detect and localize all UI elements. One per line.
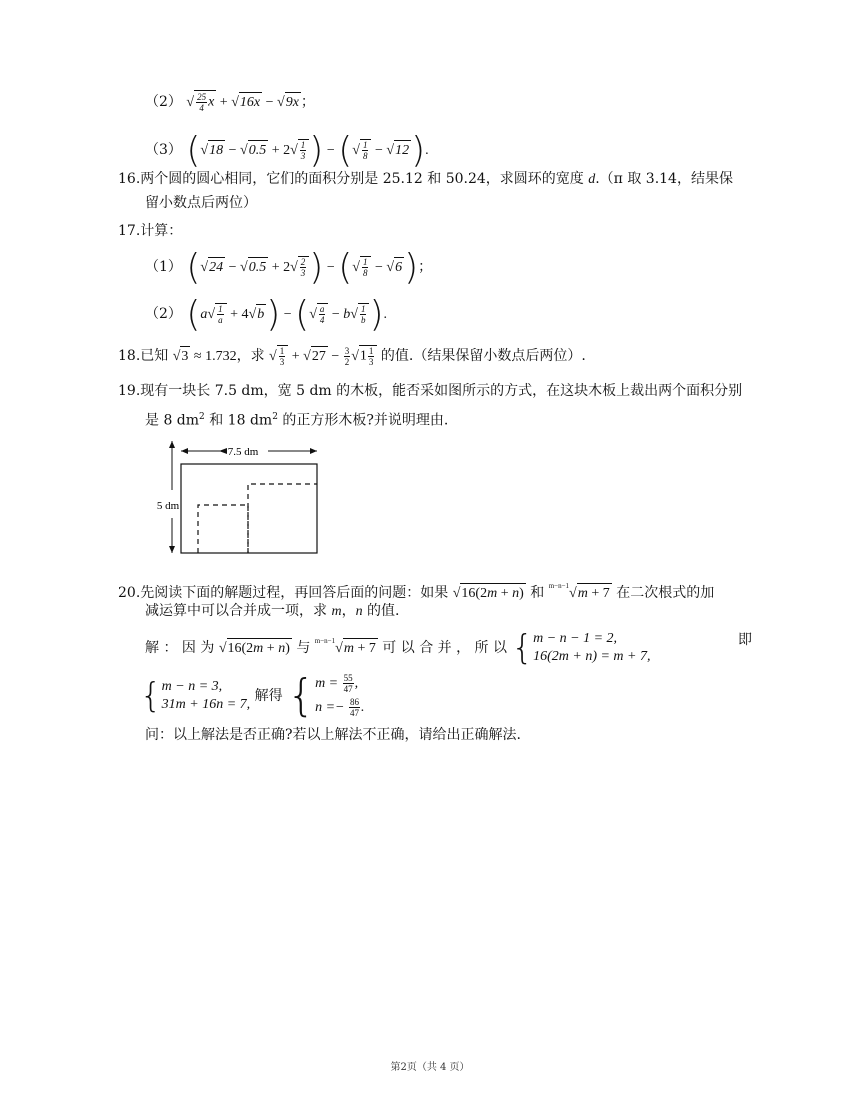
question-number: 18.	[118, 348, 141, 364]
q19-line2: 是 8 $dm^2$ 和 18 $dm^2$ 的正方形木板?并说明理由.	[145, 412, 449, 429]
q17-part2	[145, 294, 388, 335]
board-figure	[150, 438, 330, 560]
question-number: 20.	[118, 585, 141, 601]
sol-text-c: 可 以 合 并 ， 所 以	[382, 640, 512, 656]
q15-part2	[145, 90, 315, 113]
q18-text2: ，求	[236, 348, 270, 364]
q17-part1	[145, 247, 433, 288]
q19-text2b: 和 18 dm	[204, 412, 273, 429]
length-label: 7.5 dm	[227, 446, 259, 458]
q17-heading	[118, 221, 182, 241]
q20-text2b: ，	[341, 603, 356, 619]
q16-text-cont: 留小数点后两位）	[145, 195, 257, 211]
q17-text: 计算：	[140, 223, 183, 239]
part-label: （2）	[145, 306, 182, 323]
part-label: （1）	[145, 259, 182, 276]
q18-text: 已知	[140, 348, 173, 364]
q20-text1b: 和	[525, 585, 549, 601]
expression: √ $\frac{25}{4}$ x + √ 16x − √ 9x ；	[186, 92, 315, 113]
page-footer: 第2页（共 4 页）	[390, 1062, 470, 1073]
part-label: （3）	[145, 142, 182, 159]
q16-text: 两个圆的圆心相同，它们的面积分别是 25.12 和 50.24，求圆环的宽度	[140, 171, 589, 187]
q20-sol-ji	[738, 630, 752, 650]
variable-d: d	[588, 172, 596, 187]
q19-text2c: 的正方形木板?并说明理由.	[277, 412, 449, 429]
system-1: m − n − 1 = 2, 16(2m + n) = m + 7,	[533, 631, 651, 664]
q20-question	[145, 725, 521, 745]
q16-line1	[118, 169, 733, 190]
q19-text2a: 是 8 dm	[145, 412, 200, 429]
q20-question-text: 问：以上解法是否正确?若以上解法不正确，请给出正确解法.	[145, 727, 521, 743]
part-label: （2）	[145, 94, 182, 110]
q18-line: 18.已知 √ 3 ≈ 1.732，求 √ $\frac{1}{3}$ + √ 27 − $\frac{3}{2}$ √ 1 $\frac{1}{3}$ 的值.（结果保留小数点后两位）.	[118, 346, 586, 368]
q20-text1a: 先阅读下面的解题过程，再回答后面的问题：如果	[140, 585, 453, 601]
q20-text1c: 在二次根式的加	[611, 585, 715, 601]
expression: ( √ 24 − √ 0.5 + 2 √ $\frac{2}{3}$ ) − ( √ $\frac{1}{8}$ − √ 6 )；	[186, 247, 433, 288]
expression: ( √ 18 − √ 0.5 + 2 √ $\frac{1}{3}$ ) − ( √ $\frac{1}{8}$ − √ 12 ).	[186, 130, 429, 171]
q20-line2: 减运算中可以合并成一项，求 m，n 的值.	[145, 603, 400, 619]
width-label: 5 dm	[156, 500, 180, 512]
q20-text2a: 减运算中可以合并成一项，求	[145, 603, 332, 619]
small-square	[198, 505, 248, 553]
q20-line1: 20.先阅读下面的解题过程，再回答后面的问题：如果 √ 16(2m + n) 和 $^{m-n-1}$ √ m + 7 在二次根式的加	[118, 576, 714, 604]
q18-text3: 的值.（结果保留小数点后两位）.	[380, 348, 586, 364]
q20-solution-line1: 解 ： 因 为 √ 16(2m + n) 与 $^{m-n-1}$ √ m + 7 可 以 合 并 ， 所 以 { m − n − 1 = 2, 16(2m + n) = m + 7,	[145, 628, 651, 668]
question-number: 17.	[118, 223, 141, 239]
q18-expression: √ $\frac{1}{3}$ + √ 27 − $\frac{3}{2}$ √ 1 $\frac{1}{3}$	[269, 349, 381, 364]
sol-text-d: 即	[738, 632, 752, 648]
board-rect	[181, 464, 317, 553]
question-number: 16.	[118, 171, 141, 187]
solve-word: 解得	[254, 688, 283, 704]
large-square	[248, 484, 317, 553]
solution-result: m = $\frac{55}{47}$ , n =− $\frac{86}{47}$ .	[315, 673, 365, 719]
expression: (a √ $\frac{1}{a}$ + 4 √ b ) − ( √ $\frac{a}{4}$ − b √ $\frac{1}{b}$ ).	[186, 294, 388, 335]
sol-text-b: 与	[296, 640, 315, 656]
question-number: 19.	[118, 383, 141, 399]
q19-text: 现有一块长 7.5 dm，宽 5 dm 的木板，能否采如图所示的方式，在这块木板上裁出两个面积分别	[140, 383, 743, 399]
q18-approx: ≈ 1.732	[193, 349, 237, 364]
q16-text-tail: .（π 取 3.14，结果保	[595, 171, 733, 187]
q19-line1	[118, 381, 742, 401]
system-2: m − n = 3, 31m + 16n = 7,	[161, 679, 251, 712]
sol-text-a: 解 ： 因 为	[145, 640, 219, 656]
q20-text2c: 的值.	[362, 603, 400, 619]
q20-solution-line2: { m − n = 3, 31m + 16n = 7, 解得 { m = $\frac{55}{47}$ , n =− $\frac{86}{47}$ .	[140, 670, 365, 721]
q16-line2	[145, 193, 257, 213]
q15-part3	[145, 130, 429, 171]
